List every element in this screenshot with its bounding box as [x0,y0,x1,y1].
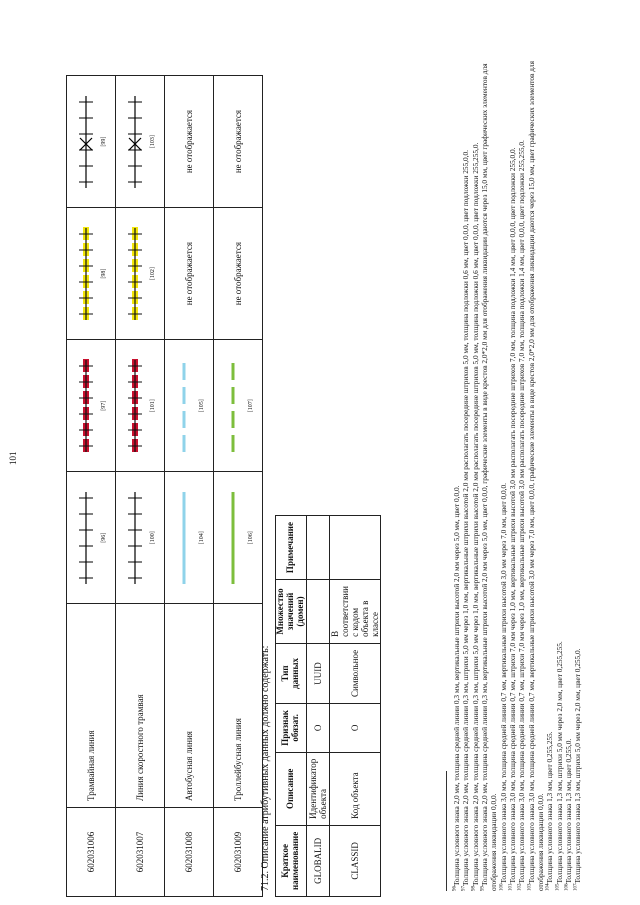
object-code: 602031009 [214,807,263,896]
footnote-number: 102 [517,883,523,891]
line-symbol-icon [124,226,146,322]
line-symbol-icon [75,358,97,454]
cell-short-name: GLOBALID [306,825,329,896]
footnote-number: 98 [471,886,477,891]
table-row [214,76,263,897]
footnote-ref: [ 104 ] [199,531,205,544]
footnote-text: Толщина условного знака 2,0 мм, толщина средней линии 0,3 мм, штрихи 5,0 мм через 1,0 мм, вертикальные штрихи высотой 2,0 мм располагать посередине штрихов 5,0 мм, толщина подложки 0,6 мм, цвет 0,0,0, цвет подложки 255,255,0. [470,142,480,886]
footnote-ref: [ 102 ] [150,267,156,280]
line-symbol-icon [75,490,97,586]
footnote-text: Толщина условного знака 3,0 мм, толщина средней линии 0,7 мм, штрихи 7,0 мм через 1,0 мм, вертикальные штрихи высотой 3,0 мм располагать посередине штрихов 7,0 мм, толщина подложки 1,4 мм, цвет 0,0,0, цвет подложки 255,255,0. [517,140,527,884]
line-symbol-icon [222,358,244,454]
section-title: 71.2. Описание атрибутивных данных должно содержать: [260,645,271,891]
footnote-number: 100 [499,883,505,891]
cell-data-type: UUID [306,643,329,703]
object-description: Линия скоростного трамвая [116,604,165,808]
cell-short-name: CLASSID [329,825,380,896]
footnote-number: 105 [555,883,561,891]
footnote-number: 99 [480,886,486,891]
table-row [165,76,214,897]
line-symbol-table [66,75,263,897]
footnote-ref: [ 106 ] [248,531,254,544]
line-symbol-icon [173,358,195,454]
line-symbol-icon [124,94,146,190]
symbol-cell [116,340,165,472]
page-number: 101 [8,451,18,465]
footnote [499,31,508,891]
footnote-number: 104 [545,883,551,891]
footnote-ref: [ 101 ] [150,399,156,412]
line-symbol-icon [75,226,97,322]
symbol-cell [116,208,165,340]
object-code: 602031007 [116,807,165,896]
line-symbol-icon [222,490,244,586]
symbol-cell [67,208,116,340]
object-code: 602031006 [67,807,116,896]
footnote-ref: [ 107 ] [248,399,254,412]
header-note: Примечание [276,516,307,580]
footnote [564,31,573,891]
footnote-rule [446,771,447,891]
footnote-ref: [ 97 ] [101,401,107,411]
header-mandatory: Признак обязат. [276,704,307,753]
symbol-cell [67,76,116,208]
footnote-number: 97 [461,886,467,891]
cell-description: Идентификатор объекта [306,752,329,825]
object-description: Трамвайная линия [67,604,116,808]
symbol-cell [116,76,165,208]
footnote-ref: [ 99 ] [101,137,107,147]
attribute-table-header [276,516,307,897]
symbol-cell [165,340,214,472]
footnote-text: Толщина условного знака 2,0 мм, толщина средней линии 0,3 мм, вертикальные штрихи высотой 2,0 мм через 5,0 мм, цвет 0,0,0. [452,485,461,886]
footnote [573,31,582,891]
footnote-number: 101 [508,883,514,891]
cell-mandatory: О [306,704,329,753]
line-symbol-icon [124,490,146,586]
object-description: Троллейбусная линия [214,604,263,808]
header-short-name: Краткое наименование [276,825,307,896]
symbol-cell [214,340,263,472]
not-displayed-label: не отображается [165,76,214,208]
footnote-text: Толщина условного знака 1,3 мм, штрихи 5,0 мм через 2,0 мм, цвет 0,255,255. [554,641,564,884]
header-description: Описание [276,752,307,825]
footnote [517,31,526,891]
footnote [555,31,564,891]
symbol-cell [214,472,263,604]
footnote [527,31,546,891]
header-data-type: Тип данных [276,643,307,703]
footnote-text: Толщина условного знака 1,3 мм, цвет 0,255,0. [563,738,573,884]
cell-description: Код объекта [329,752,380,825]
footnotes [452,31,583,891]
line-symbol-icon [124,358,146,454]
footnote-text: Толщина условного знака 3,0 мм, толщина средней линии 0,7 мм, вертикальные штрихи высотой 3,0 мм через 7,0 мм, цвет 0,0,0, графические элементы в виде крестов 2,0*2,0 мм для отображения ликвидации даются через 15,0 мм, цвет графических элементов для отображения ликвидации 0,0,0. [526,61,545,891]
not-displayed-label: не отображается [165,208,214,340]
footnote [545,31,554,891]
footnote-text: Толщина условного знака 1,3 мм, штрихи 5,0 мм через 2,0 мм, цвет 0,255,0. [573,648,583,884]
attribute-table [275,515,381,897]
table-row [329,516,380,897]
footnote [508,31,517,891]
header-domain: Множество значений (домен) [276,580,307,644]
symbol-cell [116,472,165,604]
not-displayed-label: не отображается [214,76,263,208]
line-symbol-icon [173,490,195,586]
symbol-cell [67,340,116,472]
cell-mandatory: О [329,704,380,753]
footnote-number: 96 [452,886,458,891]
footnote-ref: [ 103 ] [150,135,156,148]
table-row [116,76,165,897]
symbol-cell [67,472,116,604]
cell-note [306,516,329,580]
footnote-text: Толщина условного знака 3,0 мм, толщина средней линии 0,7 мм, штрихи 7,0 мм через 1,0 мм, вертикальные штрихи высотой 3,0 мм располагать посередине штрихов 7,0 мм, толщина подложки 1,4 мм, цвет 0,0,0, цвет подложки 255,0,0. [507,147,517,884]
symbol-cell [165,472,214,604]
table-row [306,516,329,897]
footnote-ref: [ 100 ] [150,531,156,544]
cell-data-type: Символьное [329,643,380,703]
table-row [67,76,116,897]
object-description: Автобусная линия [165,604,214,808]
cell-domain [306,580,329,644]
footnote-ref: [ 96 ] [101,533,107,543]
footnote-ref: [ 105 ] [199,399,205,412]
cell-domain: В соответствии с кодом объекта в классе [329,580,380,644]
footnote-number: 107 [573,883,579,891]
footnote [461,31,470,891]
footnote-text: Толщина условного знака 3,0 мм, толщина средней линии 0,7 мм, вертикальные штрихи высотой 3,0 мм через 7,0 мм, цвет 0,0,0. [498,483,508,884]
not-displayed-label: не отображается [214,208,263,340]
footnote-number: 103 [527,883,533,891]
object-code: 602031008 [165,807,214,896]
line-symbol-icon [75,94,97,190]
footnote-number: 106 [564,883,570,891]
footnote [480,31,499,891]
footnote-text: Толщина условного знака 2,0 мм, толщина средней линии 0,3 мм, штрихи 5,0 мм через 1,0 мм, вертикальные штрихи высотой 2,0 мм располагать посередине штрихов 5,0 мм, толщина подложки 0,6 мм, цвет 0,0,0, цвет подложки 255,0,0. [461,149,471,886]
footnote-text: Толщина условного знака 1,3 мм, цвет 0,255,255. [545,731,555,884]
footnote-ref: [ 98 ] [101,269,107,279]
footnote-text: Толщина условного знака 2,0 мм, толщина средней линии 0,3 мм, вертикальные штрихи высотой 2,0 мм через 5,0 мм, цвет 0,0,0, графические элементы в виде крестов 2,0*2,0 мм для отображения ликвидации даются через 15,0 мм, цвет графических элементов для отображения ликвидации 0,0,0. [479,63,499,891]
footnote [471,31,480,891]
cell-note [329,516,380,580]
footnote [452,31,461,891]
